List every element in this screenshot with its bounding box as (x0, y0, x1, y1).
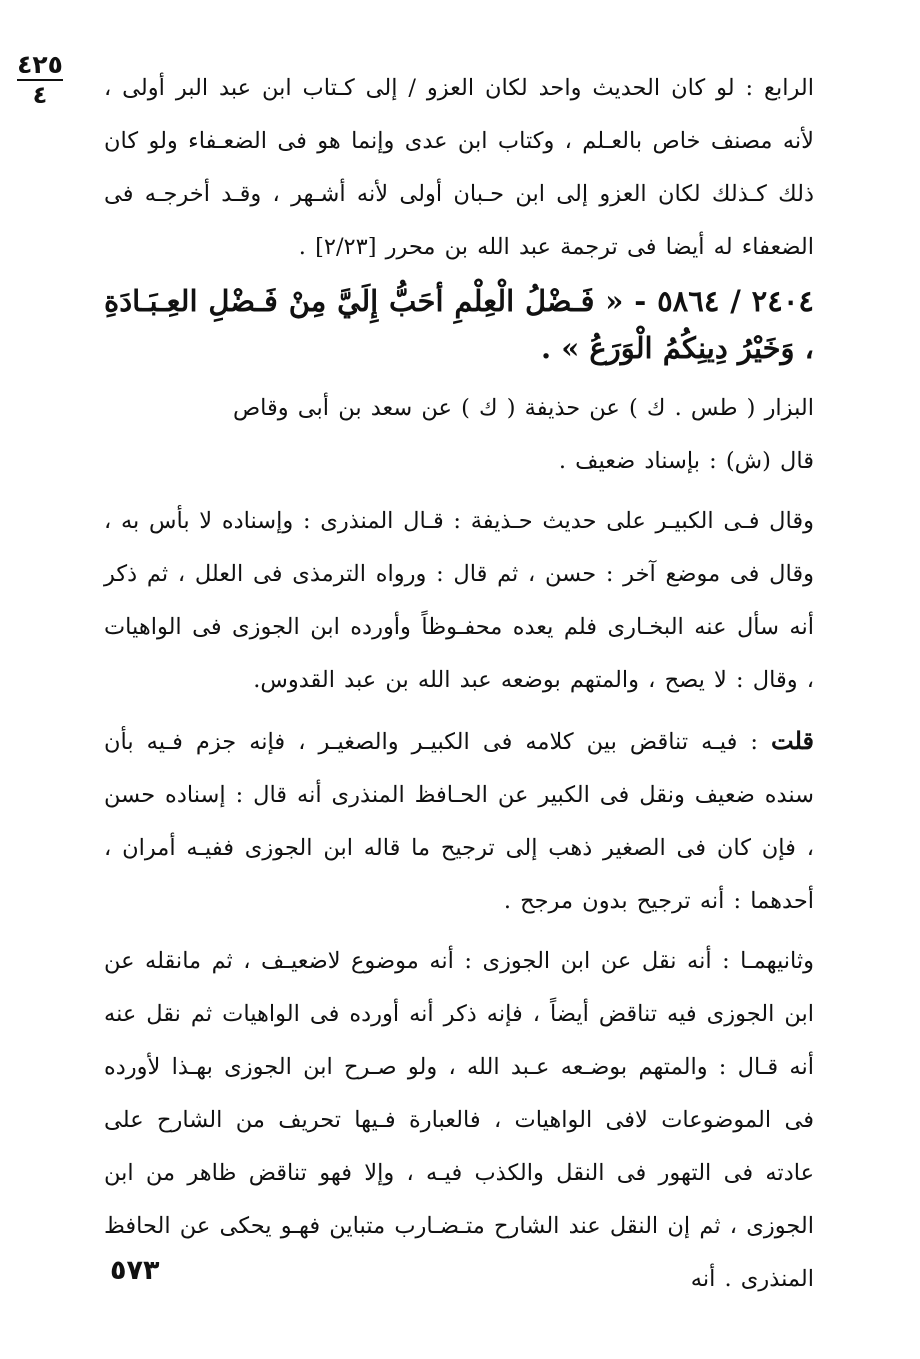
paragraph-kabir: وقال فـى الكبيـر على حديث حـذيفة : قـال المنذرى : وإسناده لا بأس به ، وقال فى موضع آخر : حسن ، ثم قال : ورواه الترمذى فى العلل ، ثم ذكر أنه سأل عنه البخـارى فلم يعده محفـوظاً وأورده ابن الجوزى فى الواهيات ، وقال : لا يصح ، والمتهم بوضعه عبد الله بن عبد القدوس. (104, 508, 814, 693)
paragraph-sources: البزار ( طس . ك ) عن حذيفة ( ك ) عن سعد بن أبى وقاص (232, 395, 814, 421)
page-number: ٥٧٣ (110, 1255, 160, 1286)
page-body (104, 62, 814, 1306)
paragraph-qult (104, 714, 814, 928)
paragraph-sharh-grading: قال (ش) : بإسناد ضعيف . (558, 448, 814, 474)
reference-top-number: ٤٢٥ (17, 50, 63, 79)
qult-label: قلت (771, 726, 814, 755)
qult-text: : فيـه تناقض بين كلامه فى الكبيـر والصغيـر ، فإنه جزم فـيه بأن سنده ضعيف ونقل فى الكبير عن الحـافظ المنذرى أنه قال : إسناده حسن ، فإن كان فى الصغير ذهب إلى ترجيح ما قاله ابن الجوزى ففيـه أمران ، أحدهما : أنه ترجيح بدون مرجح . (104, 729, 814, 914)
paragraph-thanihuma: وثانيهمـا : أنه نقل عن ابن الجوزى : أنه موضوع لاضعيـف ، ثم مانقله عن ابن الجوزى فيه تناقض أيضاً ، فإنه ذكر أنه أورده فى الواهيات ثم نقل عنه أنه قـال : والمتهم بوضـعه عـبد الله ، ولو صـرح ابن الجوزى بهـذا لأورده فى الموضوعات لافى الواهيات ، فالعبارة فـيها تحريف من الشارح على عادته فى التهور فى النقل والكذب فيـه ، وإلا فهو تناقض ظاهر من ابن الجوزى ، ثم إن النقل عند الشارح متـضـارب متباين فهـو يحكى عن الحافظ المنذرى . أنه (104, 948, 814, 1292)
reference-number (12, 52, 68, 107)
reference-bottom-number: ٤ (32, 81, 48, 109)
paragraph-rabi: الرابع : لو كان الحديث واحد لكان العزو / إلى كـتاب ابن عبد البر أولى ، لأنه مصنف خاص بالعـلم ، وكتاب ابن عدى وإنما هو فى الضعـفاء ولو كان ذلك كـذلك لكان العزو إلى ابن حـبان أولى لأنه أشـهر ، وقـد أخرجـه فى الضعفاء له أيضا فى ترجمة عبد الله بن محرر [٢/٢٣] . (104, 75, 814, 260)
hadith-heading: ٢٤٠٤ / ٥٨٦٤ - « فَـضْلُ الْعِلْمِ أحَبُّ إِلَيَّ مِنْ فَـضْلِ العِـبَـادَةِ ، وَخَيْرُ دِينِكُمُ الْوَرَعُ » . (104, 284, 814, 365)
